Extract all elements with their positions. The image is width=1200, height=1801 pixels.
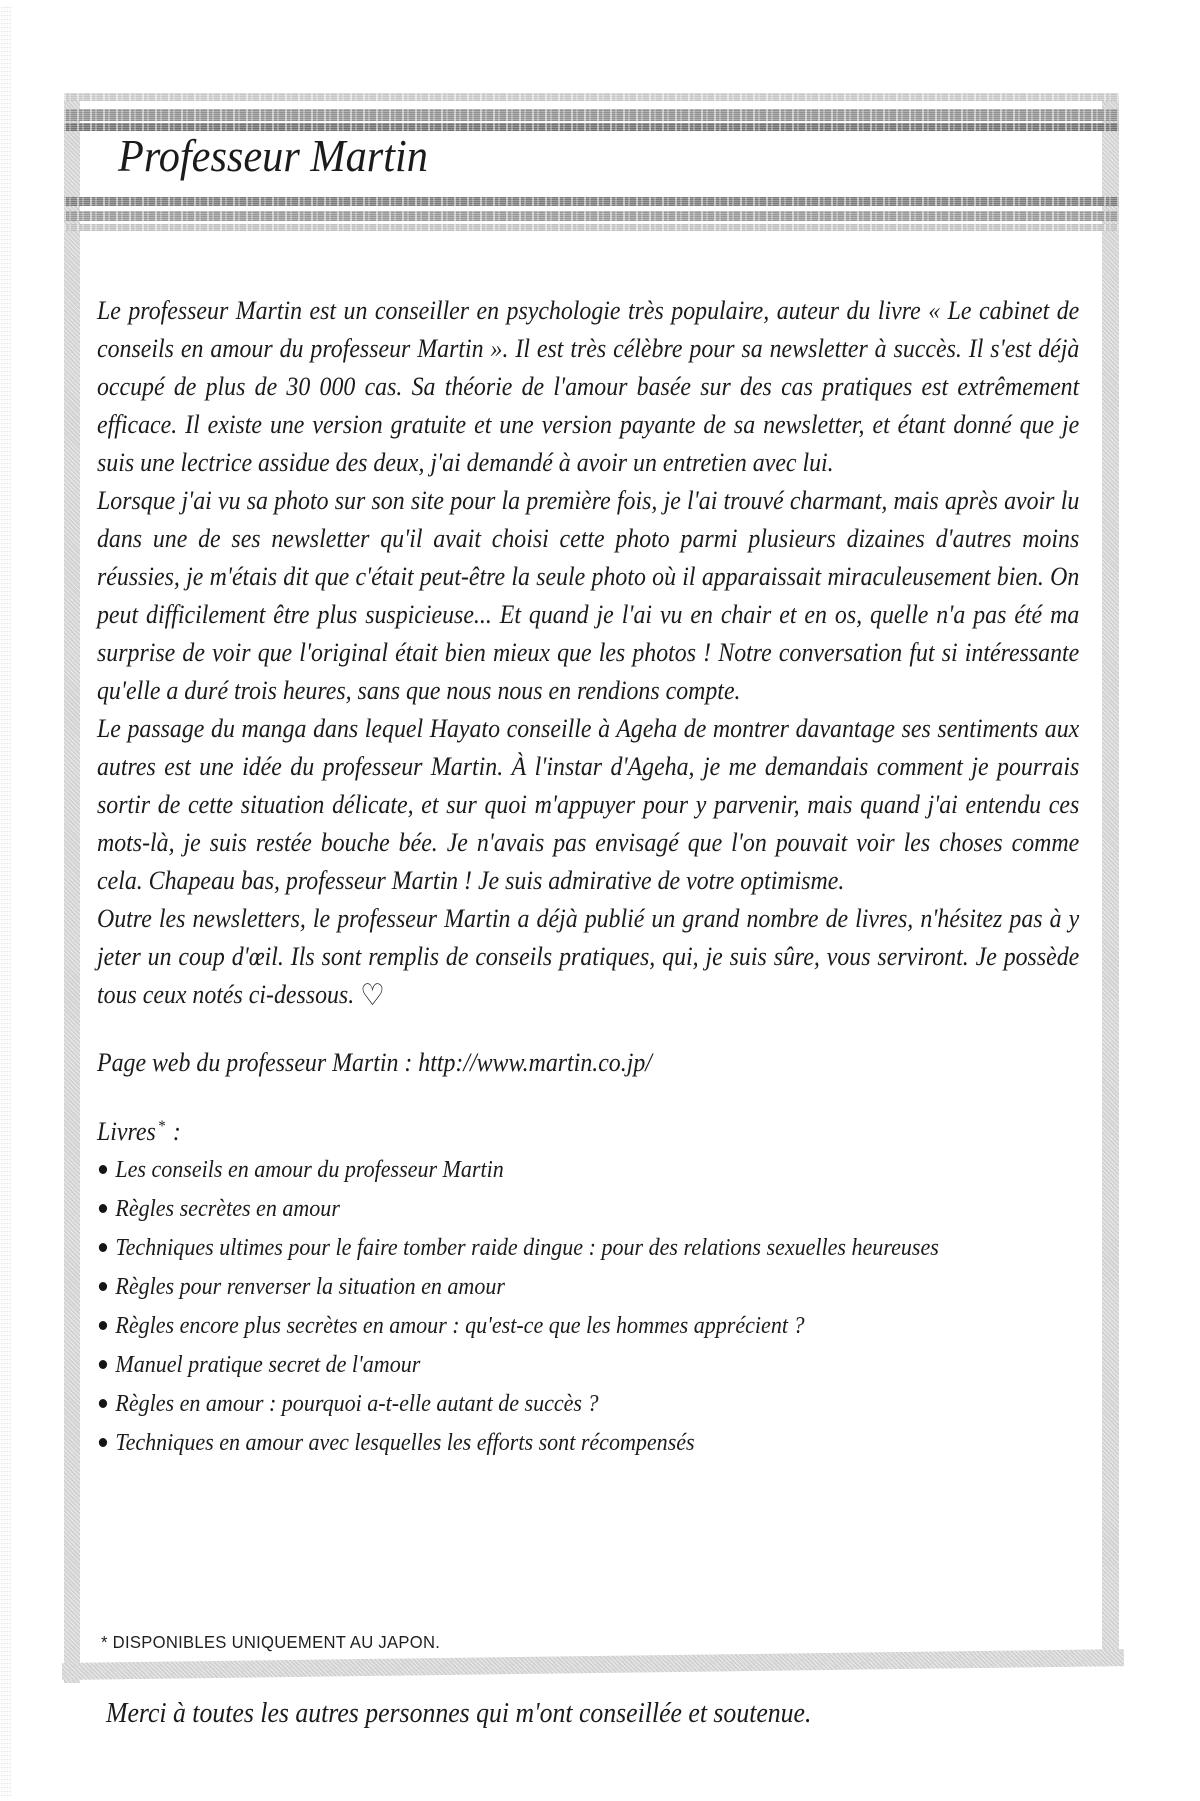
- page-left-edge-shadow: [64, 94, 80, 1683]
- page-body: [97, 292, 1079, 1463]
- body-paragraph-2: Lorsque j'ai vu sa photo sur son site pour la première fois, je l'ai trouvé charmant, mais après avoir lu dans une de ses newsletter qu'il avait choisi cette photo parmi plusieurs dizaines d'autres moins réussies, je m'étais dit que c'était peut-être la seule photo où il apparaissait miraculeusement bien. On peut difficilement être plus suspicieuse... Et quand je l'ai vu en chair et en os, quelle n'a pas été ma surprise de voir que l'original était bien mieux que les photos ! Notre conversation fut si intéressante qu'elle a duré trois heures, sans que nous nous en rendions compte.: [97, 486, 1080, 705]
- book-title: Règles encore plus secrètes en amour : qu'est-ce que les hommes apprécient ?: [115, 1312, 805, 1339]
- book-title: Techniques ultimes pour le faire tomber raide dingue : pour des relations sexuelles heureuses: [115, 1234, 939, 1261]
- book-title: Manuel pratique secret de l'amour: [115, 1351, 421, 1378]
- book-title: Les conseils en amour du professeur Martin: [115, 1156, 504, 1183]
- book-list-heading-colon: :: [166, 1116, 181, 1146]
- book-list-item: [97, 1268, 1079, 1307]
- book-list-heading: [97, 1108, 1079, 1151]
- book-list-item: [97, 1424, 1079, 1463]
- book-list-heading-word: Livres: [97, 1116, 156, 1146]
- book-list-item: [97, 1307, 1079, 1346]
- body-paragraph-4: [97, 900, 1079, 1014]
- book-title: Règles secrètes en amour: [115, 1195, 340, 1222]
- bullet-icon: [99, 1321, 107, 1330]
- footnote-marker-icon: *: [157, 1118, 166, 1135]
- book-list-item: [97, 1346, 1079, 1385]
- bullet-icon: [99, 1438, 107, 1447]
- closing-line: Merci à toutes les autres personnes qui m'ont conseillée et soutenue.: [106, 1698, 812, 1729]
- body-paragraph-4-text: Outre les newsletters, le professeur Martin a déjà publié un grand nombre de livres, n'hésitez pas à y jeter un coup d'œil. Ils sont remplis de conseils pratiques, qui, je suis sûre, vous serviront. Je possède tous ceux notés ci-dessous.: [97, 904, 1080, 1009]
- book-list-item: [97, 1190, 1079, 1229]
- decorative-rule-bottom-1: [64, 197, 1119, 206]
- book-list-item: [97, 1385, 1079, 1424]
- body-paragraph-1: Le professeur Martin est un conseiller en psychologie très populaire, auteur du livre « Le cabinet de conseils en amour du professeur Martin ». Il est très célèbre pour sa newsletter à succès. Il s'est déjà occupé de plus de 30 000 cas. Sa théorie de l'amour basée sur des cas pratiques est extrêmement efficace. Il existe une version gratuite et une version payante de sa newsletter, et étant donné que je suis une lectrice assidue des deux, j'ai demandé à avoir un entretien avec lui.: [97, 296, 1080, 477]
- bullet-icon: [99, 1360, 107, 1369]
- page-right-edge-shadow: [1102, 94, 1119, 1657]
- book-list-item: [97, 1151, 1079, 1190]
- book-title: Règles en amour : pourquoi a-t-elle autant de succès ?: [115, 1390, 599, 1417]
- bullet-icon: [99, 1204, 107, 1213]
- book-title: Règles pour renverser la situation en amour: [115, 1273, 505, 1300]
- website-line: Page web du professeur Martin : http://www.martin.co.jp/: [97, 1048, 652, 1077]
- decorative-rule-top-2: [64, 109, 1119, 121]
- scan-noise-strip: [1, 6, 11, 1796]
- page-title: Professeur Martin: [118, 130, 428, 181]
- bullet-icon: [99, 1165, 107, 1174]
- body-paragraph-3: Le passage du manga dans lequel Hayato conseille à Ageha de montrer davantage ses sentiments aux autres est une idée du professeur Martin. À l'instar d'Ageha, je me demandais comment je pourrais sortir de cette situation délicate, et sur quoi m'appuyer pour y parvenir, mais quand j'ai entendu ces mots-là, je suis restée bouche bée. Je n'avais pas envisagé que l'on pouvait voir les choses comme cela. Chapeau bas, professeur Martin ! Je suis admirative de votre optimisme.: [97, 714, 1080, 895]
- bullet-icon: [99, 1399, 107, 1408]
- decorative-rule-bottom-3: [64, 224, 1119, 231]
- book-title: Techniques en amour avec lesquelles les efforts sont récompensés: [115, 1429, 695, 1456]
- bullet-icon: [99, 1282, 107, 1291]
- page-bottom-edge-shadow: [62, 1649, 1124, 1680]
- heart-outline-icon: ♡: [360, 979, 385, 1012]
- availability-footnote: * DISPONIBLES UNIQUEMENT AU JAPON.: [101, 1632, 441, 1652]
- decorative-rule-bottom-2: [64, 211, 1119, 221]
- decorative-rule-top-1: [64, 93, 1119, 101]
- book-list-item: [97, 1229, 1079, 1268]
- bullet-icon: [99, 1243, 107, 1252]
